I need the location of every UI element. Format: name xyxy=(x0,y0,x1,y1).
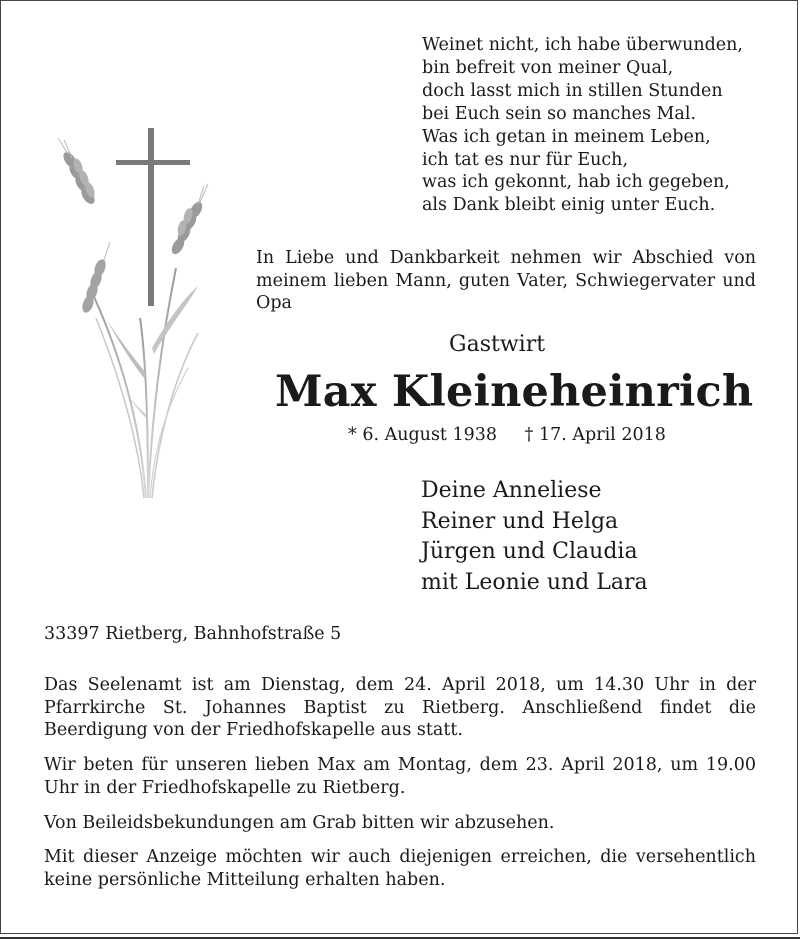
poem-line: bin befreit von meiner Qual, xyxy=(422,57,674,78)
family-line: Deine Anneliese xyxy=(421,478,602,503)
poem-line: was ich gekonnt, hab ich gegeben, xyxy=(422,172,730,193)
poem-line: Was ich getan in meinem Leben, xyxy=(422,126,711,147)
condolence-note: Von Beileidsbekundungen am Grab bitten wir abzusehen. xyxy=(44,812,555,833)
family-line: Reiner und Helga xyxy=(421,508,619,534)
poem-line: als Dank bleibt einig unter Euch. xyxy=(422,195,716,216)
notes xyxy=(44,674,756,904)
poem-line: bei Euch sein so manches Mal. xyxy=(422,103,697,124)
deceased-name: Max Kleineheinrich xyxy=(275,367,754,417)
family-list xyxy=(421,476,648,598)
intro-text: In Liebe und Dankbarkeit nehmen wir Abschied von meinem lieben Mann, guten Vater, Schwiegervater und Opa xyxy=(256,248,756,314)
prayer-note: Wir beten für unseren lieben Max am Montag, dem 23. April 2018, um 19.00 Uhr in der Friedhofskapelle zu Rietberg. xyxy=(44,755,756,798)
bottom-rule xyxy=(0,937,800,939)
family-line: mit Leonie und Lara xyxy=(421,569,648,595)
service-note: Das Seelenamt ist am Dienstag, dem 24. April 2018, um 14.30 Uhr in der Pfarrkirche St. Johannes Baptist zu Rietberg. Anschließend findet die Beerdigung von der Friedhofskapelle aus statt. xyxy=(44,675,756,741)
cross-with-wheat-icon xyxy=(48,118,248,503)
address: 33397 Rietberg, Bahnhofstraße 5 xyxy=(44,624,342,644)
poem-line: Weinet nicht, ich habe überwunden, xyxy=(422,35,743,55)
notification-note: Mit dieser Anzeige möchten wir auch diejenigen erreichen, die versehentlich keine persönliche Mitteilung erhalten haben. xyxy=(44,847,756,890)
death-date: † 17. April 2018 xyxy=(524,425,666,445)
birth-date: * 6. August 1938 xyxy=(348,425,498,445)
life-dates xyxy=(348,425,666,445)
family-line: Jürgen und Claudia xyxy=(421,539,638,564)
poem-line: doch lasst mich in stillen Stunden xyxy=(422,80,723,101)
poem xyxy=(422,34,743,217)
occupation: Gastwirt xyxy=(449,332,546,357)
poem-line: ich tat es nur für Euch, xyxy=(422,149,629,170)
